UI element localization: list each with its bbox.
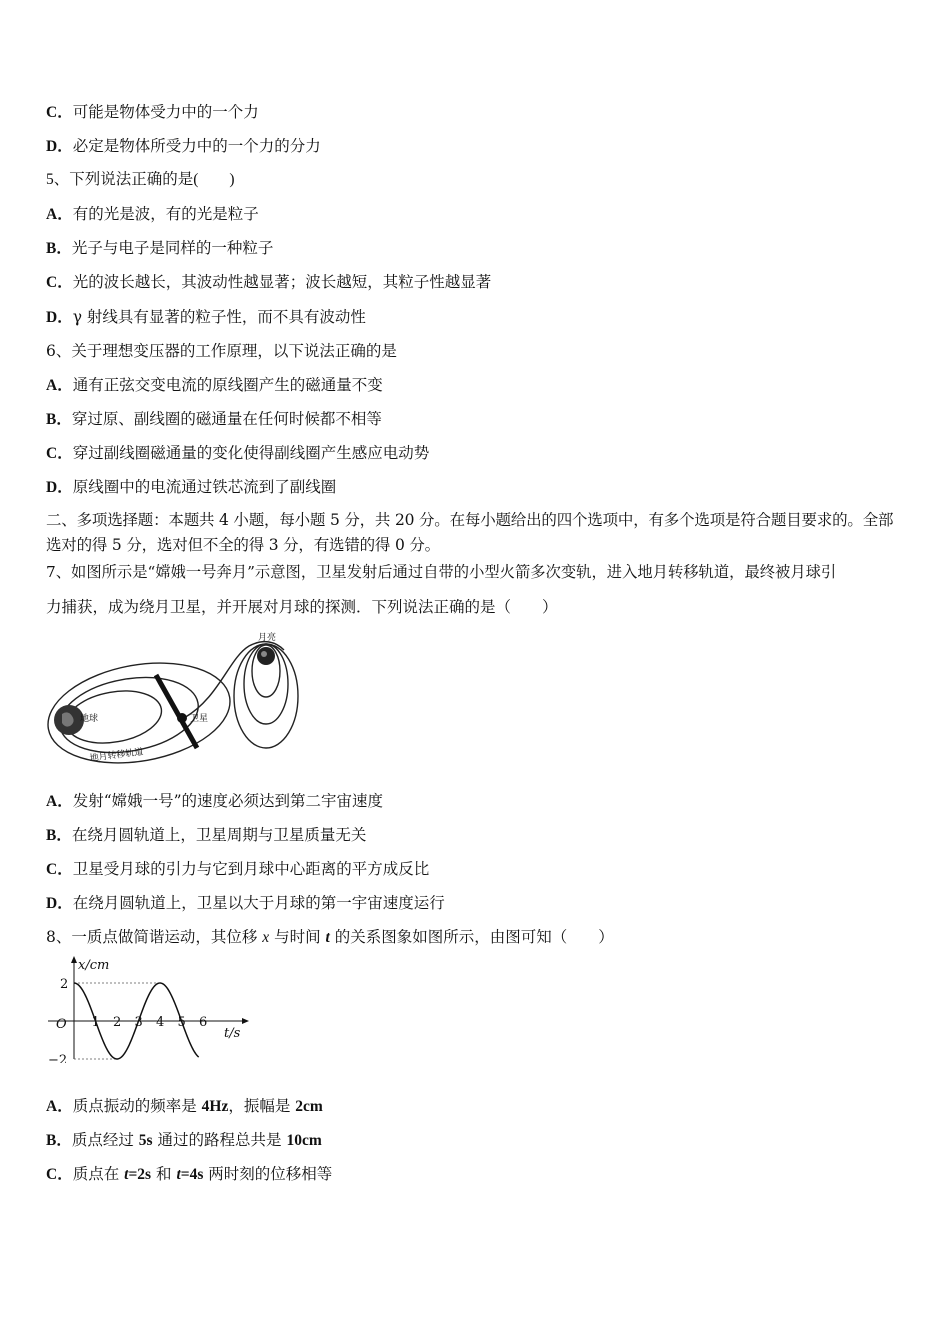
option-text: 穿过原、副线圈的磁通量在任何时候都不相等 bbox=[71, 410, 382, 428]
option-letter: A． bbox=[46, 793, 73, 810]
option-letter: B． bbox=[46, 240, 72, 257]
option-text-prefix: 质点振动的频率是 bbox=[72, 1097, 202, 1115]
x-axis-label: t/s bbox=[224, 1026, 241, 1041]
option-text: 必定是物体所受力中的一个力的分力 bbox=[72, 137, 321, 155]
q7-stem-line2: 力捕获，成为绕月卫星，并开展对月球的探测．下列说法正确的是（ ） bbox=[46, 598, 558, 616]
q7-stem-line1: 7、如图所示是“嫦娥一号奔月”示意图，卫星发射后通过自带的小型火箭多次变轨，进入地月转移轨道，最终被月球引 bbox=[46, 563, 837, 581]
q7-option-a bbox=[46, 791, 383, 812]
option-letter: C． bbox=[46, 861, 73, 878]
q6-option-d bbox=[46, 477, 336, 498]
option-letter: D． bbox=[46, 138, 73, 155]
x-tick-label: 6 bbox=[199, 1015, 208, 1030]
y-axis-label: x/cm bbox=[78, 958, 110, 973]
q8-stem-mid: 与时间 bbox=[269, 928, 326, 946]
q7-option-c bbox=[46, 859, 429, 880]
option-text: 卫星受月球的引力与它到月球中心距离的平方成反比 bbox=[72, 860, 430, 878]
option-text: 在绕月圆轨道上，卫星以大于月球的第一宇宙速度运行 bbox=[72, 894, 445, 912]
x-axis-arrow bbox=[242, 1018, 249, 1024]
option-letter: A． bbox=[46, 1098, 73, 1115]
option-letter: A． bbox=[46, 377, 73, 394]
q8-stem bbox=[46, 927, 614, 948]
option-letter: D． bbox=[46, 309, 73, 326]
option-letter: C． bbox=[46, 1166, 73, 1183]
q8-option-b bbox=[46, 1130, 322, 1151]
q5-option-c bbox=[46, 272, 491, 293]
option-text: 光的波长越长，其波动性越显著；波长越短，其粒子性越显著 bbox=[72, 273, 492, 291]
option-text: 可能是物体受力中的一个力 bbox=[72, 103, 259, 121]
option-letter: B． bbox=[46, 1132, 72, 1149]
section2-instructions: 二、多项选择题：本题共 4 小题，每小题 5 分，共 20 分。在每小题给出的四个选项中，有多个选项是符合题目要求的。全部选对的得 5 分，选对但不全的得 3 分，有选错的得 0 分。 bbox=[46, 511, 894, 554]
q8-option-a bbox=[46, 1096, 323, 1117]
distance-value: 10cm bbox=[286, 1132, 322, 1149]
q6-option-b bbox=[46, 409, 382, 430]
q4-option-d bbox=[46, 136, 321, 157]
t-value-2: =4s bbox=[180, 1166, 204, 1183]
amplitude-value: 2cm bbox=[295, 1098, 323, 1115]
option-letter: C． bbox=[46, 274, 73, 291]
option-letter: D． bbox=[46, 895, 73, 912]
option-text-mid: 和 bbox=[151, 1165, 177, 1183]
t-var-1: t bbox=[124, 1166, 129, 1183]
option-letter: D． bbox=[46, 479, 73, 496]
option-text-prefix: 质点经过 bbox=[71, 1131, 139, 1149]
option-letter: C． bbox=[46, 445, 73, 462]
x-tick-label: 1 bbox=[91, 1015, 100, 1030]
option-letter: B． bbox=[46, 411, 72, 428]
y-tick-label: −2 bbox=[48, 1053, 68, 1063]
q5-option-a bbox=[46, 204, 259, 225]
option-text-mid: 通过的路程总共是 bbox=[152, 1131, 287, 1149]
q8-var-x: x bbox=[262, 929, 270, 946]
q8-stem-prefix: 8、一质点做简谐运动，其位移 bbox=[46, 928, 263, 946]
option-text: 有的光是波，有的光是粒子 bbox=[72, 205, 259, 223]
moon-label: 月亮 bbox=[258, 633, 277, 643]
earth-label: 地球 bbox=[80, 714, 99, 724]
satellite-label: 卫星 bbox=[190, 714, 209, 724]
y-axis-arrow bbox=[71, 956, 77, 963]
option-letter: A． bbox=[46, 206, 73, 223]
option-text: γ 射线具有显著的粒子性，而不具有波动性 bbox=[72, 308, 366, 326]
x-tick-label: 3 bbox=[134, 1015, 143, 1030]
transfer-orbit-label: 地月转移轨道 bbox=[89, 747, 144, 764]
q8-stem-suffix: 的关系图象如图所示，由图可知（ ） bbox=[329, 928, 614, 946]
q5-option-d bbox=[46, 307, 366, 328]
t-value-1: =2s bbox=[128, 1166, 152, 1183]
q7-option-b bbox=[46, 825, 366, 846]
option-text-prefix: 质点在 bbox=[72, 1165, 125, 1183]
q4-option-c bbox=[46, 102, 259, 123]
chang-e-orbit-figure bbox=[44, 628, 314, 768]
x-tick-label: 4 bbox=[156, 1015, 165, 1030]
x-tick-label: 2 bbox=[113, 1015, 122, 1030]
q6-stem: 6、关于理想变压器的工作原理，以下说法正确的是 bbox=[46, 342, 397, 360]
shm-displacement-chart bbox=[44, 955, 254, 1063]
q6-option-c bbox=[46, 443, 429, 464]
option-text: 通有正弦交变电流的原线圈产生的磁通量不变 bbox=[72, 376, 383, 394]
option-text-suffix: 两时刻的位移相等 bbox=[203, 1165, 333, 1183]
x-tick-label: 5 bbox=[177, 1015, 186, 1030]
q8-option-c bbox=[46, 1164, 332, 1185]
option-text: 光子与电子是同样的一种粒子 bbox=[71, 239, 274, 257]
option-text: 发射“嫦娥一号”的速度必须达到第二宇宙速度 bbox=[72, 792, 384, 810]
q7-option-d bbox=[46, 893, 445, 914]
option-text: 在绕月圆轨道上，卫星周期与卫星质量无关 bbox=[71, 826, 367, 844]
q8-var-t: t bbox=[325, 929, 330, 946]
option-text-mid: ，振幅是 bbox=[228, 1097, 296, 1115]
option-text: 穿过副线圈磁通量的变化使得副线圈产生感应电动势 bbox=[72, 444, 430, 462]
option-text: 原线圈中的电流通过铁芯流到了副线圈 bbox=[72, 478, 337, 496]
origin-label: O bbox=[56, 1017, 67, 1032]
q5-option-b bbox=[46, 238, 273, 259]
option-letter: B． bbox=[46, 827, 72, 844]
time-value: 5s bbox=[138, 1132, 153, 1149]
y-tick-label: 2 bbox=[60, 977, 69, 992]
frequency-value: 4Hz bbox=[201, 1098, 229, 1115]
option-letter: C． bbox=[46, 104, 73, 121]
q6-option-a bbox=[46, 375, 383, 396]
t-var-2: t bbox=[176, 1166, 181, 1183]
satellite-icon bbox=[177, 713, 187, 723]
q5-stem: 5、下列说法正确的是( ) bbox=[46, 171, 235, 188]
